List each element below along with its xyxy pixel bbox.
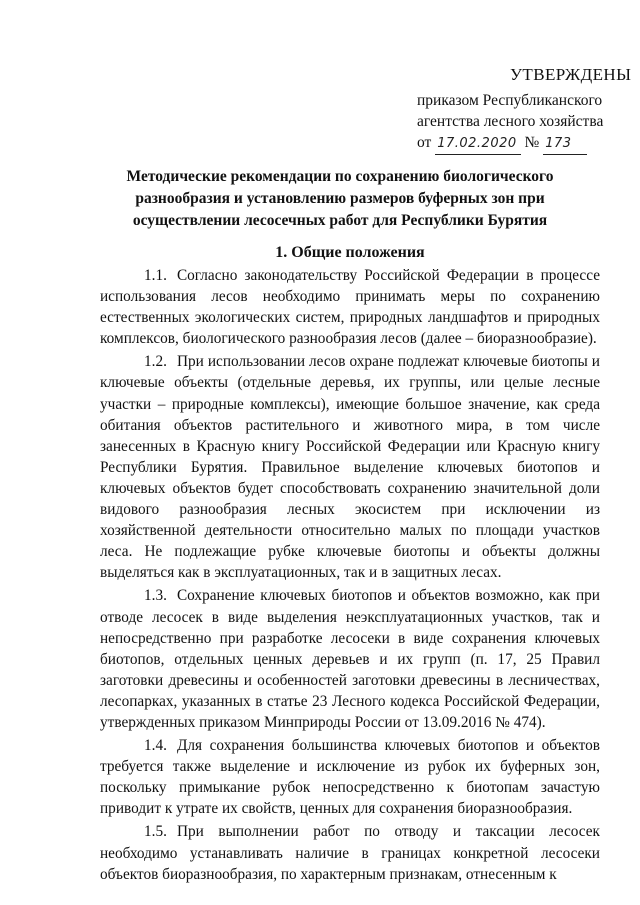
section-body <box>100 265 600 885</box>
handwritten-number: 173 <box>543 133 587 155</box>
section-heading: 1. Общие положения <box>275 244 425 261</box>
approval-line-1: приказом Республиканского <box>417 92 603 109</box>
title-line: разнообразия и установлению размеров буферных зон при <box>135 190 545 207</box>
document-title <box>100 166 580 232</box>
paragraph-text: Сохранение ключевых биотопов и объектов возможно, как при отводе лесосек в виде выделения неэксплуатационных участков, так и непосредственно при разработке лесосеки в виде сохранения ключевых биотопов, отдельных ценных деревьев и их групп (п. 17, 25 Правил заготовки древесины и особенностей заготовки древесины в лесничествах, лесопарках, указанных в статье 23 Лесного кодекса Российской Федерации, утвержденных приказом Минприроды России от 13.09.2016 № 474). <box>100 587 600 731</box>
paragraph <box>100 821 600 884</box>
paragraph <box>100 265 600 349</box>
approval-line-2: агентства лесного хозяйства <box>417 113 604 130</box>
handwritten-date: 17.02.2020 <box>435 133 520 155</box>
paragraph <box>100 735 600 819</box>
number-prefix: № <box>524 134 540 151</box>
approval-date-line <box>417 132 587 155</box>
paragraph-number: 1.5. <box>144 823 167 841</box>
paragraph-text: При выполнении работ по отводу и таксации лесосек необходимо устанавливать наличие в границах конкретной лесосеки объектов биоразнообразия, по характерным признакам, отнесенным к <box>100 823 600 883</box>
paragraph <box>100 585 600 733</box>
paragraph-text: Для сохранения большинства ключевых биотопов и объектов требуется также выделение и исключение из рубок их буферных зон, поскольку примыкание рубок непосредственно к биотопам зачастую приводит к утрате их свойств, ценных для сохранения биоразнообразия. <box>100 737 600 818</box>
paragraph-text: Согласно законодательству Российской Федерации в процессе использования лесов необходимо принимать меры по сохранению естественных экологических систем, природных ландшафтов и природных комплексов, биологического разнообразия лесов (далее – биоразнообразие). <box>100 267 600 348</box>
date-prefix: от <box>417 134 432 151</box>
paragraph <box>100 351 600 583</box>
title-line: осуществлении лесосечных работ для Республики Бурятия <box>132 212 548 229</box>
paragraph-number: 1.4. <box>144 737 167 755</box>
paragraph-text: При использовании лесов охране подлежат ключевые биотопы и ключевые объекты (отдельные деревья, их группы, или целые лесные участки – природные комплексы), имеющие большое значение, как среда обитания объектов растительного и животного мира, в том числе занесенных в Красную книгу Российской Федерации или Красную книгу Республики Бурятия. Правильное выделение ключевых биотопов и ключевых объектов будет способствовать сохранению значительной доли видового разнообразия лесных экосистем при исключении из хозяйственной деятельности относительно малых по площади участков леса. Не подлежащие рубке ключевые биотопы и объекты должны выделяться как в эксплуатационных, так и в защитных лесах. <box>100 353 600 582</box>
paragraph-number: 1.1. <box>144 267 167 284</box>
title-line: Методические рекомендации по сохранению биологического <box>126 168 554 185</box>
paragraph-number: 1.3. <box>144 587 167 605</box>
approval-title: УТВЕРЖДЕНЫ <box>510 65 632 84</box>
paragraph-number: 1.2. <box>144 353 167 371</box>
